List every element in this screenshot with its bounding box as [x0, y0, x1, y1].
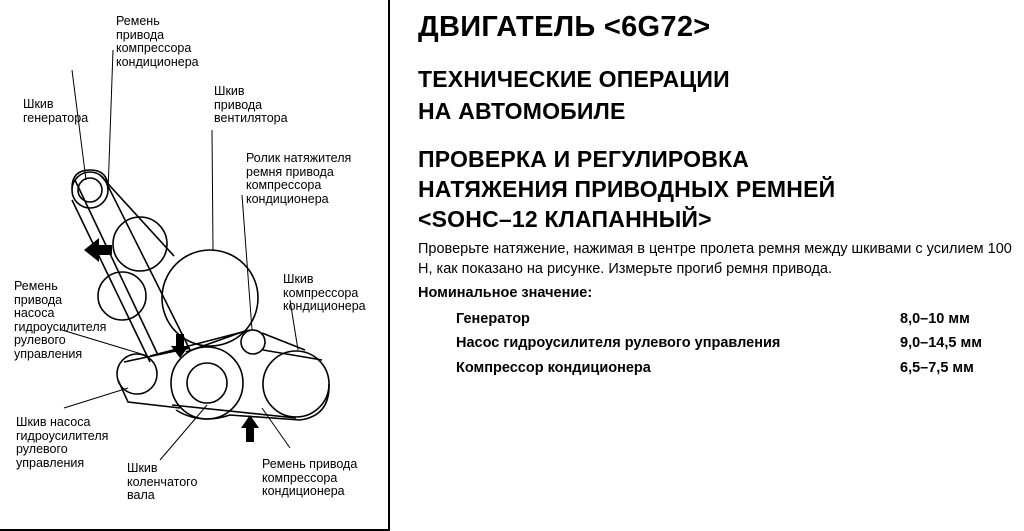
section-heading-line-3: <SOHC–12 КЛАПАННЫЙ>: [418, 206, 712, 232]
label-ac-belt-bottom: Ремень привода компрессора кондиционера: [262, 457, 358, 498]
instruction-text: Проверьте натяжение, нажимая в центре пролета ремня между шкивами с усилием 100 Н, как показано на рисунке. Измерьте прогиб ремня привода.: [418, 241, 1012, 277]
section-heading-line-2: НАТЯЖЕНИЯ ПРИВОДНЫХ РЕМНЕЙ: [418, 176, 836, 202]
nominal-label: Номинальное значение:: [418, 285, 593, 301]
spec-row: [456, 335, 1016, 355]
label-ac-belt-top: Ремень привода компрессора кондиционера: [116, 14, 199, 69]
label-crankshaft-pulley: Шкив коленчатого вала: [127, 461, 198, 502]
spec-value: 6,5–7,5 мм: [900, 360, 974, 376]
arrow-up-icon: [241, 415, 259, 442]
spec-row: [456, 360, 1016, 380]
subtitle-line-1: ТЕХНИЧЕСКИЕ ОПЕРАЦИИ: [418, 66, 730, 92]
upper-idler-shape: [113, 217, 167, 271]
label-ps-pump-pulley: Шкив насоса гидроусилителя рулевого управления: [16, 415, 109, 470]
label-ps-belt: Ремень привода насоса гидроусилителя рулевого управления: [14, 279, 107, 361]
spec-row: [456, 311, 1016, 331]
arrow-left-icon: [84, 238, 112, 262]
label-ac-compressor-pulley: Шкив компрессора кондиционера: [283, 272, 366, 313]
spec-name: Компрессор кондиционера: [456, 360, 651, 376]
spec-value: 8,0–10 мм: [900, 311, 970, 327]
section-heading-line-1: ПРОВЕРКА И РЕГУЛИРОВКА: [418, 146, 750, 172]
page-title: ДВИГАТЕЛЬ <6G72>: [418, 11, 711, 43]
spec-name: Генератор: [456, 311, 530, 327]
tensioner-roller-shape: [241, 330, 265, 354]
label-tensioner-roller: Ролик натяжителя ремня привода компрессора кондиционера: [246, 151, 352, 206]
ac-compressor-pulley-shape: [263, 351, 329, 417]
label-generator-pulley: Шкив генератора: [23, 97, 89, 125]
spec-value: 9,0–14,5 мм: [900, 335, 982, 351]
label-fan-pulley: Шкив привода вентилятора: [214, 84, 288, 125]
spec-name: Насос гидроусилителя рулевого управления: [456, 335, 781, 351]
text-panel: [418, 0, 1018, 531]
crankshaft-pulley-inner-shape: [187, 363, 227, 403]
subtitle-line-2: НА АВТОМОБИЛЕ: [418, 98, 626, 124]
